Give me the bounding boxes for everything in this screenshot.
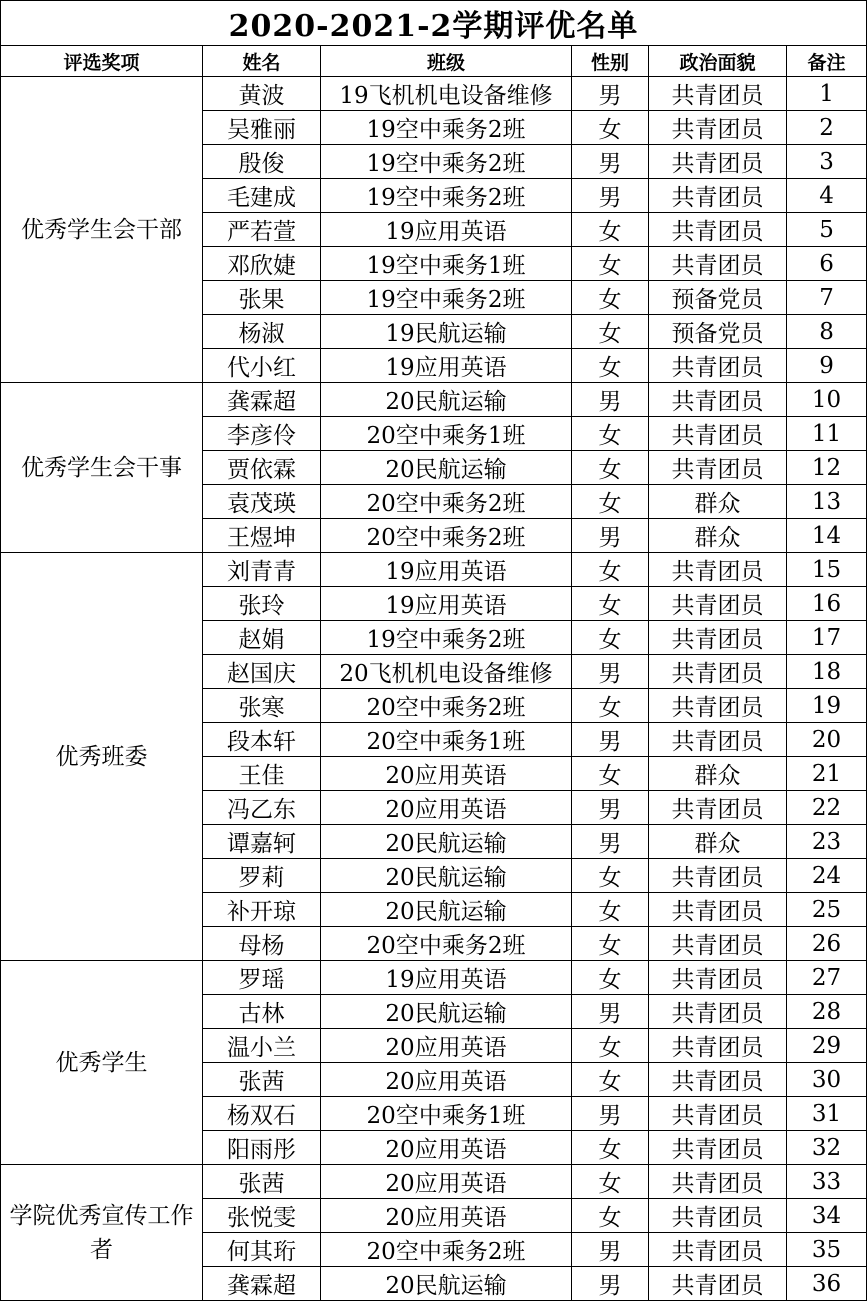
class-cell: 20应用英语: [321, 1029, 572, 1063]
student-name-cell: 赵娟: [203, 621, 321, 655]
award-category-cell: 优秀班委: [1, 553, 203, 961]
gender-cell: 男: [572, 1097, 649, 1131]
note-number-cell: 3: [787, 145, 867, 179]
class-cell: 20民航运输: [321, 383, 572, 417]
class-cell: 20民航运输: [321, 893, 572, 927]
gender-cell: 男: [572, 655, 649, 689]
political-status-cell: 群众: [649, 757, 787, 791]
student-name-cell: 殷俊: [203, 145, 321, 179]
student-name-cell: 黄波: [203, 77, 321, 111]
student-name-cell: 邓欣婕: [203, 247, 321, 281]
student-name-cell: 张玲: [203, 587, 321, 621]
student-name-cell: 冯乙东: [203, 791, 321, 825]
gender-cell: 女: [572, 893, 649, 927]
class-cell: 20飞机机电设备维修: [321, 655, 572, 689]
note-number-cell: 27: [787, 961, 867, 995]
gender-cell: 女: [572, 1165, 649, 1199]
student-name-cell: 杨双石: [203, 1097, 321, 1131]
class-cell: 20民航运输: [321, 859, 572, 893]
political-status-cell: 共青团员: [649, 553, 787, 587]
header-political: 政治面貌: [649, 46, 787, 77]
student-name-cell: 罗莉: [203, 859, 321, 893]
political-status-cell: 共青团员: [649, 1131, 787, 1165]
political-status-cell: 共青团员: [649, 961, 787, 995]
class-cell: 19民航运输: [321, 315, 572, 349]
political-status-cell: 共青团员: [649, 995, 787, 1029]
class-cell: 19空中乘务2班: [321, 145, 572, 179]
award-category-cell: 优秀学生会干事: [1, 383, 203, 553]
class-cell: 20应用英语: [321, 791, 572, 825]
gender-cell: 男: [572, 145, 649, 179]
political-status-cell: 共青团员: [649, 1063, 787, 1097]
political-status-cell: 共青团员: [649, 893, 787, 927]
student-name-cell: 龚霖超: [203, 1267, 321, 1301]
student-name-cell: 补开琼: [203, 893, 321, 927]
note-number-cell: 29: [787, 1029, 867, 1063]
gender-cell: 女: [572, 281, 649, 315]
political-status-cell: 共青团员: [649, 179, 787, 213]
note-number-cell: 23: [787, 825, 867, 859]
header-note: 备注: [787, 46, 867, 77]
class-cell: 20空中乘务2班: [321, 1233, 572, 1267]
student-name-cell: 张寒: [203, 689, 321, 723]
note-number-cell: 9: [787, 349, 867, 383]
note-number-cell: 6: [787, 247, 867, 281]
political-status-cell: 共青团员: [649, 247, 787, 281]
class-cell: 19应用英语: [321, 349, 572, 383]
class-cell: 20空中乘务1班: [321, 1097, 572, 1131]
political-status-cell: 共青团员: [649, 417, 787, 451]
class-cell: 19空中乘务1班: [321, 247, 572, 281]
gender-cell: 女: [572, 485, 649, 519]
political-status-cell: 共青团员: [649, 621, 787, 655]
note-number-cell: 16: [787, 587, 867, 621]
gender-cell: 男: [572, 1267, 649, 1301]
note-number-cell: 26: [787, 927, 867, 961]
award-category-cell: 学院优秀宣传工作者: [1, 1165, 203, 1301]
student-name-cell: 阳雨彤: [203, 1131, 321, 1165]
class-cell: 20应用英语: [321, 757, 572, 791]
student-name-cell: 古林: [203, 995, 321, 1029]
gender-cell: 女: [572, 417, 649, 451]
political-status-cell: 共青团员: [649, 451, 787, 485]
gender-cell: 女: [572, 1029, 649, 1063]
political-status-cell: 群众: [649, 519, 787, 553]
note-number-cell: 34: [787, 1199, 867, 1233]
note-number-cell: 24: [787, 859, 867, 893]
class-cell: 19应用英语: [321, 961, 572, 995]
political-status-cell: 共青团员: [649, 349, 787, 383]
gender-cell: 女: [572, 247, 649, 281]
student-name-cell: 罗瑶: [203, 961, 321, 995]
note-number-cell: 21: [787, 757, 867, 791]
gender-cell: 女: [572, 757, 649, 791]
note-number-cell: 33: [787, 1165, 867, 1199]
note-number-cell: 13: [787, 485, 867, 519]
note-number-cell: 18: [787, 655, 867, 689]
political-status-cell: 共青团员: [649, 1199, 787, 1233]
class-cell: 19空中乘务2班: [321, 179, 572, 213]
note-number-cell: 4: [787, 179, 867, 213]
political-status-cell: 共青团员: [649, 1165, 787, 1199]
table-row: [1, 553, 867, 587]
political-status-cell: 共青团员: [649, 1029, 787, 1063]
student-name-cell: 杨淑: [203, 315, 321, 349]
class-cell: 19应用英语: [321, 213, 572, 247]
title-row: [1, 1, 867, 46]
student-name-cell: 张茜: [203, 1165, 321, 1199]
political-status-cell: 共青团员: [649, 927, 787, 961]
political-status-cell: 预备党员: [649, 281, 787, 315]
political-status-cell: 共青团员: [649, 859, 787, 893]
gender-cell: 女: [572, 111, 649, 145]
table-row: [1, 383, 867, 417]
political-status-cell: 预备党员: [649, 315, 787, 349]
gender-cell: 男: [572, 723, 649, 757]
gender-cell: 女: [572, 213, 649, 247]
student-name-cell: 段本轩: [203, 723, 321, 757]
political-status-cell: 共青团员: [649, 1097, 787, 1131]
political-status-cell: 共青团员: [649, 383, 787, 417]
student-name-cell: 王煜坤: [203, 519, 321, 553]
political-status-cell: 群众: [649, 485, 787, 519]
note-number-cell: 30: [787, 1063, 867, 1097]
class-cell: 19空中乘务2班: [321, 281, 572, 315]
header-name: 姓名: [203, 46, 321, 77]
political-status-cell: 共青团员: [649, 587, 787, 621]
political-status-cell: 共青团员: [649, 1233, 787, 1267]
gender-cell: 女: [572, 859, 649, 893]
political-status-cell: 共青团员: [649, 655, 787, 689]
note-number-cell: 31: [787, 1097, 867, 1131]
note-number-cell: 11: [787, 417, 867, 451]
political-status-cell: 共青团员: [649, 77, 787, 111]
student-name-cell: 李彦伶: [203, 417, 321, 451]
class-cell: 20民航运输: [321, 451, 572, 485]
gender-cell: 女: [572, 349, 649, 383]
class-cell: 20应用英语: [321, 1165, 572, 1199]
note-number-cell: 28: [787, 995, 867, 1029]
gender-cell: 男: [572, 995, 649, 1029]
class-cell: 19应用英语: [321, 587, 572, 621]
student-name-cell: 母杨: [203, 927, 321, 961]
gender-cell: 女: [572, 587, 649, 621]
note-number-cell: 17: [787, 621, 867, 655]
student-name-cell: 王佳: [203, 757, 321, 791]
class-cell: 20应用英语: [321, 1199, 572, 1233]
table-row: [1, 961, 867, 995]
political-status-cell: 共青团员: [649, 1267, 787, 1301]
class-cell: 19飞机机电设备维修: [321, 77, 572, 111]
student-name-cell: 吴雅丽: [203, 111, 321, 145]
gender-cell: 男: [572, 1233, 649, 1267]
note-number-cell: 22: [787, 791, 867, 825]
header-award: 评选奖项: [1, 46, 203, 77]
student-name-cell: 代小红: [203, 349, 321, 383]
note-number-cell: 25: [787, 893, 867, 927]
class-cell: 20空中乘务2班: [321, 485, 572, 519]
gender-cell: 女: [572, 689, 649, 723]
student-name-cell: 刘青青: [203, 553, 321, 587]
class-cell: 20空中乘务1班: [321, 723, 572, 757]
gender-cell: 女: [572, 961, 649, 995]
political-status-cell: 共青团员: [649, 723, 787, 757]
table-row: [1, 77, 867, 111]
gender-cell: 男: [572, 77, 649, 111]
gender-cell: 男: [572, 825, 649, 859]
note-number-cell: 5: [787, 213, 867, 247]
gender-cell: 女: [572, 553, 649, 587]
note-number-cell: 35: [787, 1233, 867, 1267]
student-name-cell: 赵国庆: [203, 655, 321, 689]
gender-cell: 女: [572, 927, 649, 961]
student-name-cell: 张悦雯: [203, 1199, 321, 1233]
class-cell: 19空中乘务2班: [321, 621, 572, 655]
table-row: [1, 1165, 867, 1199]
note-number-cell: 14: [787, 519, 867, 553]
header-row: [1, 46, 867, 77]
award-category-cell: 优秀学生会干部: [1, 77, 203, 383]
sheet-title: 2020-2021-2学期评优名单: [1, 1, 867, 46]
political-status-cell: 共青团员: [649, 145, 787, 179]
student-name-cell: 龚霖超: [203, 383, 321, 417]
gender-cell: 女: [572, 451, 649, 485]
gender-cell: 女: [572, 621, 649, 655]
note-number-cell: 36: [787, 1267, 867, 1301]
class-cell: 20空中乘务1班: [321, 417, 572, 451]
class-cell: 20应用英语: [321, 1131, 572, 1165]
student-name-cell: 严若萱: [203, 213, 321, 247]
student-name-cell: 谭嘉轲: [203, 825, 321, 859]
student-name-cell: 张果: [203, 281, 321, 315]
student-name-cell: 毛建成: [203, 179, 321, 213]
student-name-cell: 温小兰: [203, 1029, 321, 1063]
student-name-cell: 张茜: [203, 1063, 321, 1097]
note-number-cell: 2: [787, 111, 867, 145]
header-gender: 性别: [572, 46, 649, 77]
student-name-cell: 何其珩: [203, 1233, 321, 1267]
award-category-cell: 优秀学生: [1, 961, 203, 1165]
note-number-cell: 10: [787, 383, 867, 417]
student-name-cell: 贾依霖: [203, 451, 321, 485]
note-number-cell: 32: [787, 1131, 867, 1165]
note-number-cell: 12: [787, 451, 867, 485]
class-cell: 20空中乘务2班: [321, 689, 572, 723]
student-name-cell: 袁茂瑛: [203, 485, 321, 519]
note-number-cell: 19: [787, 689, 867, 723]
note-number-cell: 15: [787, 553, 867, 587]
note-number-cell: 20: [787, 723, 867, 757]
gender-cell: 男: [572, 791, 649, 825]
gender-cell: 男: [572, 179, 649, 213]
gender-cell: 男: [572, 383, 649, 417]
political-status-cell: 共青团员: [649, 689, 787, 723]
note-number-cell: 8: [787, 315, 867, 349]
class-cell: 19空中乘务2班: [321, 111, 572, 145]
political-status-cell: 群众: [649, 825, 787, 859]
gender-cell: 女: [572, 1063, 649, 1097]
gender-cell: 女: [572, 1199, 649, 1233]
political-status-cell: 共青团员: [649, 111, 787, 145]
class-cell: 19应用英语: [321, 553, 572, 587]
note-number-cell: 1: [787, 77, 867, 111]
class-cell: 20民航运输: [321, 995, 572, 1029]
gender-cell: 女: [572, 315, 649, 349]
class-cell: 20空中乘务2班: [321, 519, 572, 553]
gender-cell: 女: [572, 1131, 649, 1165]
header-class: 班级: [321, 46, 572, 77]
class-cell: 20空中乘务2班: [321, 927, 572, 961]
gender-cell: 男: [572, 519, 649, 553]
class-cell: 20应用英语: [321, 1063, 572, 1097]
political-status-cell: 共青团员: [649, 791, 787, 825]
class-cell: 20民航运输: [321, 1267, 572, 1301]
note-number-cell: 7: [787, 281, 867, 315]
political-status-cell: 共青团员: [649, 213, 787, 247]
class-cell: 20民航运输: [321, 825, 572, 859]
table-body: [1, 77, 867, 1301]
